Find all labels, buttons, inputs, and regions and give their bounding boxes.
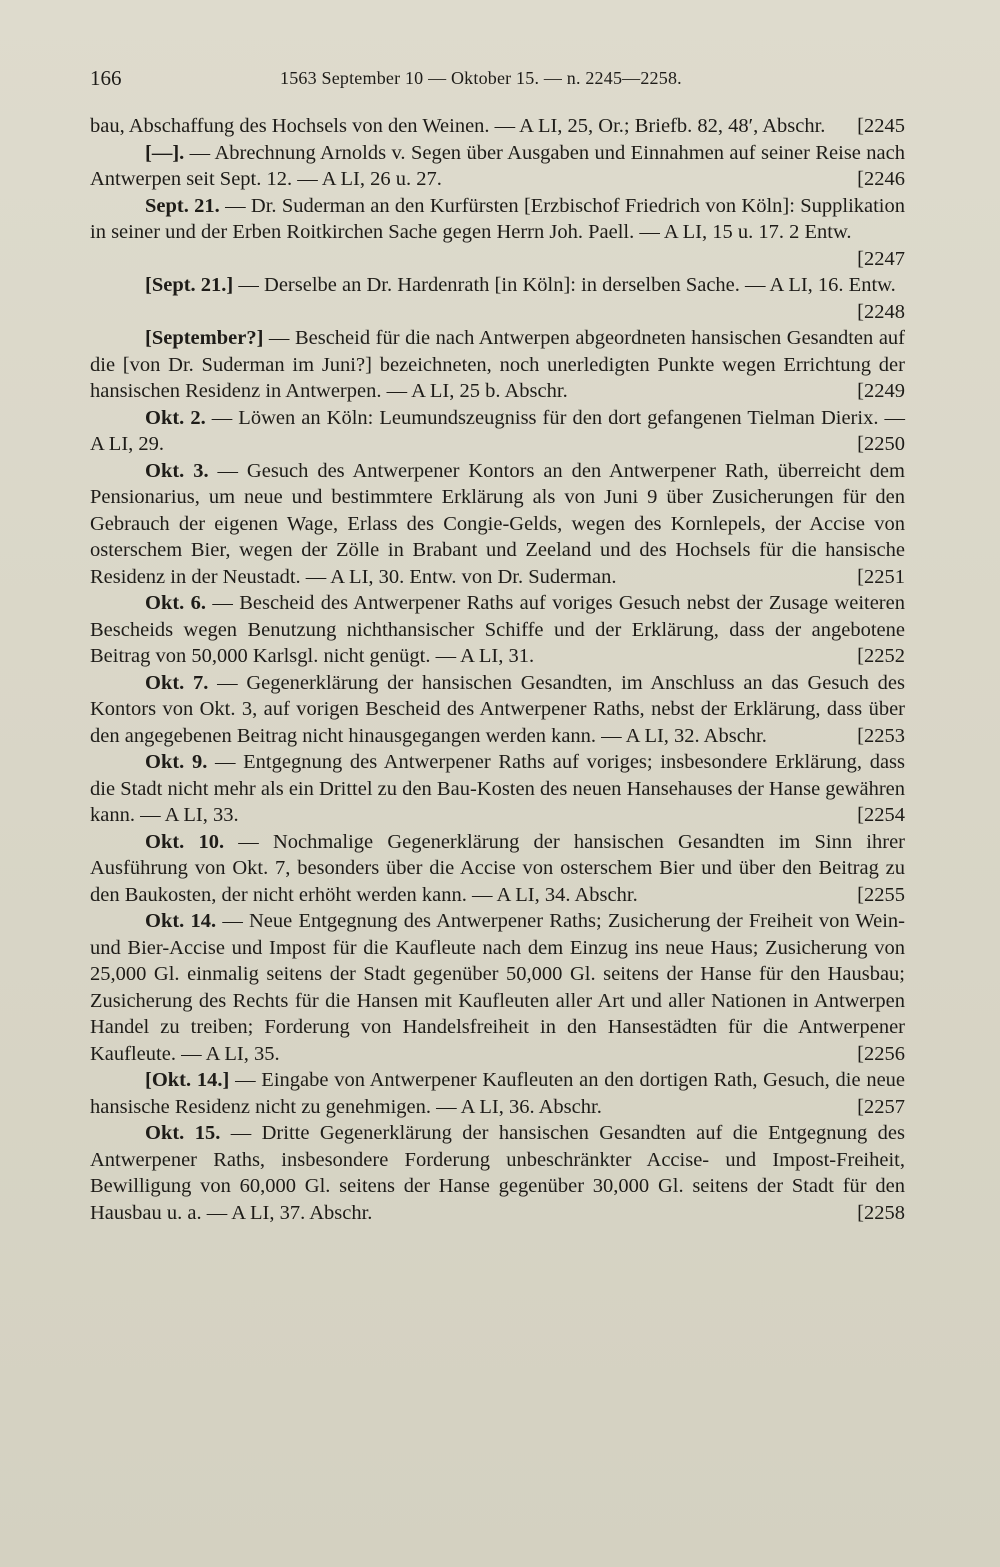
entry: [90, 1120, 905, 1226]
entry-text: — Derselbe an Dr. Hardenrath [in Köln]: in derselben Sache. — A LI, 16. Entw.: [233, 274, 896, 296]
entry: [90, 908, 905, 1067]
entry-date: Okt. 10.: [145, 830, 225, 853]
entry-text: — Bescheid für die nach Antwerpen abgeordneten hansischen Gesandten auf die [von Dr. Suderman im Juni?] bezeichneten, noch unerledigten Punkte wegen Errichtung der hansischen Residenz in Antwerpen. — A LI, 25 b. Abschr.: [90, 327, 905, 402]
entry-number: [2246: [857, 168, 905, 190]
entry-date: [Sept. 21.]: [145, 274, 234, 296]
entry: [90, 193, 905, 273]
entry-text: — Eingabe von Antwerpener Kaufleuten an den dortigen Rath, Gesuch, die neue hansische Residenz nicht zu genehmigen. — A LI, 36. Abschr.: [90, 1069, 906, 1118]
entry-date: Okt. 6.: [145, 592, 207, 614]
entry-date: Okt. 14.: [145, 910, 217, 932]
entry-number: [2256: [857, 1042, 905, 1065]
entry-number: [2249: [857, 380, 905, 402]
entry-date: Okt. 3.: [145, 459, 209, 482]
entry-text: — Abrechnung Arnolds v. Segen über Ausgaben und Einnahmen auf seiner Reise nach Antwerpen seit Sept. 12. — A LI, 26 u. 27.: [90, 141, 905, 190]
entry-text: — Dritte Gegenerklärung der hansischen Gesandten auf die Entgegnung des Antwerpener Raths, insbesondere Forderung unbeschränkter Accise- und Impost-Freiheit, Bewilligung von 60,000 Gl. seitens der Hanse gegenüber 30,000 Gl. seitens der Stadt für den Hausbau u. a. — A LI, 37. Abschr.: [90, 1122, 905, 1224]
entry: [90, 272, 905, 325]
entry: [90, 749, 905, 829]
entry-date: [Okt. 14.]: [145, 1069, 230, 1091]
entry-number: [2255: [857, 883, 905, 906]
entry-text: — Entgegnung des Antwerpener Raths auf voriges; insbesondere Erklärung, dass die Stadt nicht mehr als ein Drittel zu den Bau-Kosten des neuen Hansehauses der Hanse gewähren kann. — A LI, 33.: [90, 751, 905, 826]
entry-date: Sept. 21.: [145, 194, 220, 217]
entry: [90, 829, 905, 909]
entry: [90, 405, 905, 458]
entry: [90, 670, 905, 750]
entry: [90, 1067, 905, 1120]
entry-text: — Gesuch des Antwerpener Kontors an den Antwerpener Rath, überreicht dem Pensionarius, um neue und bestimmtere Erklärung als von Juni 9 über Zusicherungen für den Gebrauch der eigenen Wage, Erlass des Congie-Gelds, wegen des Kornlepels, der Accise von osterschem Bier, wegen der Zölle in Brabant und Zeeland und des Hochsels für die hansische Residenz in der Neustadt. — A LI, 30. Entw. von Dr. Suderman.: [90, 459, 905, 588]
entry-date: Okt. 15.: [145, 1122, 221, 1144]
entry: [90, 590, 905, 670]
entry-text: — Neue Entgegnung des Antwerpener Raths; Zusicherung der Freiheit von Wein- und Bier-Accise und Impost für die Kaufleute nach dem Einzug ins neue Haus; Zusicherung von 25,000 Gl. einmalig seitens der Stadt gegenüber 50,000 Gl. seitens der Hanse für den Hausbau; Zusicherung des Rechts für die Hansen mit Kaufleuten aller Art und aller Nationen in Antwerpen Handel zu treiben; Forderung von Handelsfreiheit in den Hansestädten für die Antwerpener Kaufleute. — A LI, 35.: [90, 910, 905, 1065]
entry-date: Okt. 9.: [145, 751, 208, 773]
entry-date: Okt. 7.: [145, 671, 209, 694]
entry-date: [—].: [145, 141, 185, 164]
page-number: 166: [90, 66, 122, 90]
entry-text: — Dr. Suderman an den Kurfürsten [Erzbischof Friedrich von Köln]: Supplikation in seiner und der Erben Roitkirchen Sache gegen Herrn Joh. Paell. — A LI, 15 u. 17. 2 Entw.: [90, 194, 905, 243]
entry-date: Okt. 2.: [145, 406, 206, 429]
entry-number: [2254: [857, 804, 905, 826]
entry: [90, 140, 905, 193]
entry-number: [2250: [857, 433, 905, 455]
entry: [90, 113, 905, 140]
entry-number: [2253: [857, 724, 905, 747]
running-title: 1563 September 10 — Oktober 15. — n. 2245—2258.: [280, 68, 682, 88]
entry: [90, 325, 905, 405]
entry-number: [2248: [857, 300, 905, 323]
entry-number: [2245: [857, 115, 905, 137]
entry-text: — Gegenerklärung der hansischen Gesandten, im Anschluss an das Gesuch des Kontors von Okt. 3, auf vorigen Bescheid des Antwerpener Raths, nebst der Erklärung, dass über den angegebenen Beitrag nicht hinausgegangen werden kann. — A LI, 32. Abschr.: [90, 671, 905, 747]
entry-number: [2257: [857, 1095, 905, 1118]
entry-text: — Bescheid des Antwerpener Raths auf voriges Gesuch nebst der Zusage weiteren Bescheids wegen Benutzung nichthansischer Schiffe und der Erklärung, dass der angebotene Beitrag von 50,000 Karlsgl. nicht genügt. — A LI, 31.: [90, 592, 905, 667]
entry-number: [2258: [857, 1201, 905, 1224]
entry-number: [2252: [857, 645, 905, 667]
entry: [90, 458, 905, 591]
entry-number: [2247: [857, 247, 905, 270]
entry-number: [2251: [857, 565, 905, 588]
entry-text: — Löwen an Köln: Leumundszeugniss für den dort gefangenen Tielman Dierix. — A LI, 29.: [90, 406, 905, 455]
regesta-entries: [90, 113, 905, 1226]
entry-date: [September?]: [145, 327, 264, 349]
entry-text: — Nochmalige Gegenerklärung der hansischen Gesandten im Sinn ihrer Ausführung von Okt. 7, besonders über die Accise von osterschem Bier und über den Beitrag zu den Baukosten, der nicht erhöht werden kann. — A LI, 34. Abschr.: [90, 830, 905, 906]
page-header: [90, 66, 905, 96]
entry-text: bau, Abschaffung des Hochsels von den Weinen. — A LI, 25, Or.; Briefb. 82, 48′, Abschr.: [90, 115, 826, 137]
